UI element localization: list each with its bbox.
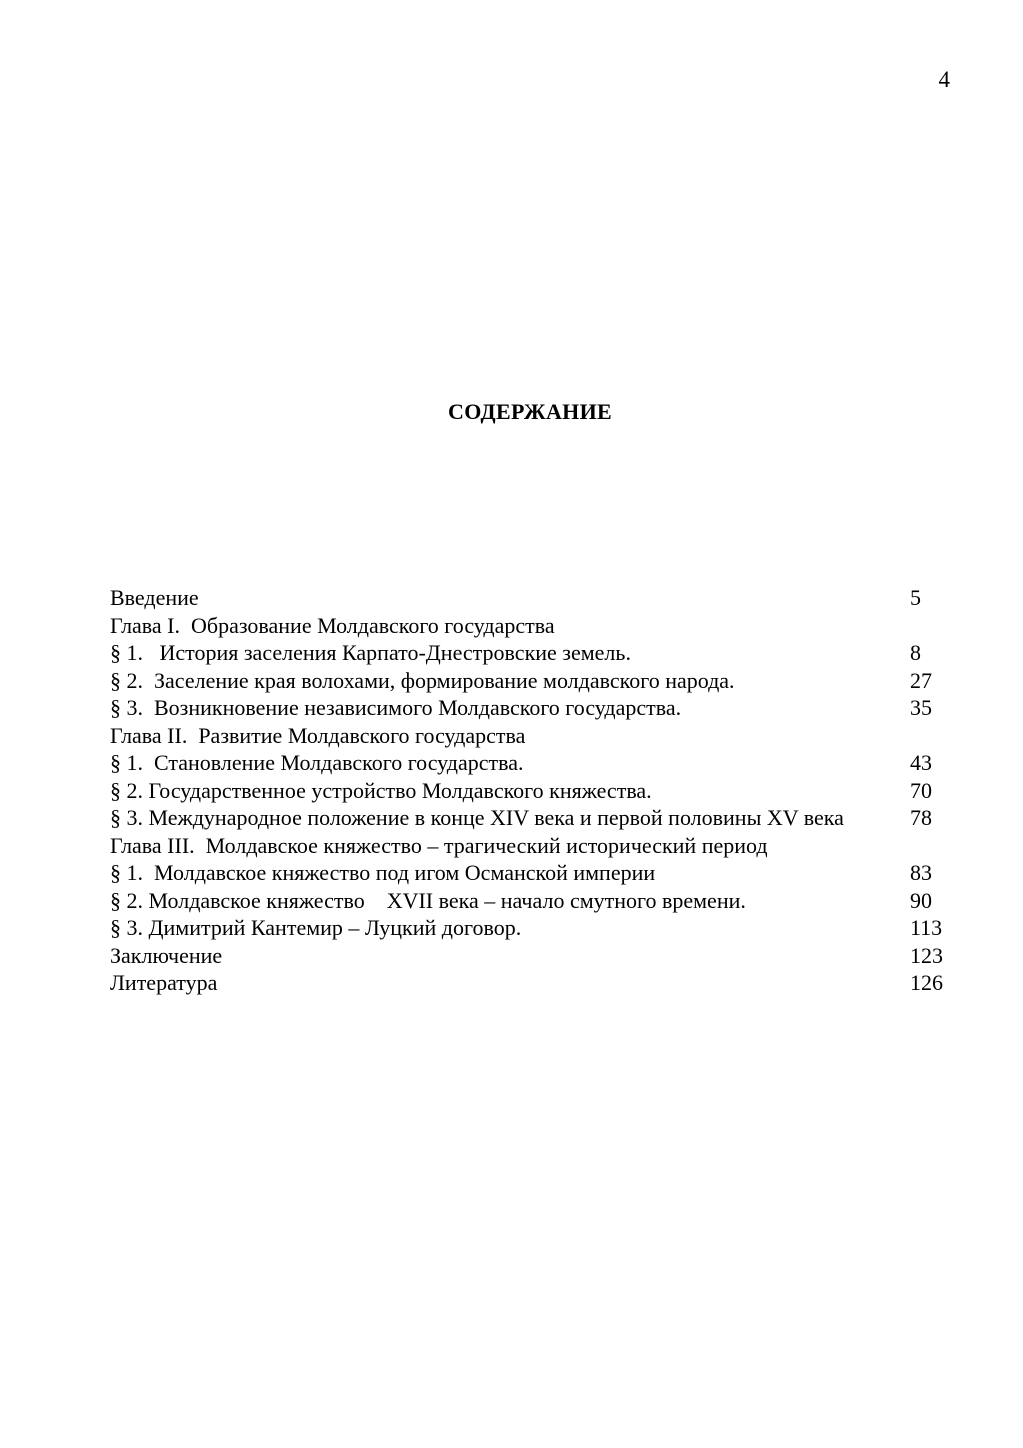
toc-chapter xyxy=(110,612,950,640)
toc-entry-page: 78 xyxy=(910,805,932,830)
toc-entry-page: 70 xyxy=(910,777,932,803)
toc-entry-title: § 1. История заселения Карпато-Днестровские земель. xyxy=(110,640,631,665)
page-number: 4 xyxy=(938,67,950,92)
toc-entry-title: Литература xyxy=(110,970,218,995)
toc-entry-title: Введение xyxy=(110,585,199,610)
toc-entry-title: § 3. Международное положение в конце XIV века и первой половины XV века xyxy=(110,805,844,830)
toc-entry-title: § 3. Возникновение независимого Молдавского государства. xyxy=(110,695,682,720)
toc-entry xyxy=(110,667,950,695)
toc-entry xyxy=(110,749,950,777)
toc-entry-page: 113 xyxy=(910,915,943,940)
page-title: СОДЕРЖАНИЕ xyxy=(448,399,612,424)
toc-entry xyxy=(110,914,950,942)
toc-entry-title: Глава II. Развитие Молдавского государства xyxy=(110,722,526,748)
toc-entry xyxy=(110,969,950,997)
toc-entry xyxy=(110,859,950,887)
toc-entry-title: § 2. Заселение края волохами, формирование молдавского народа. xyxy=(110,667,735,693)
toc-entry-page: 35 xyxy=(910,695,932,720)
toc-entry-page: 90 xyxy=(910,887,932,913)
toc-entry xyxy=(110,942,950,970)
toc-entry-title: § 3. Димитрий Кантемир – Луцкий договор. xyxy=(110,915,522,940)
toc-entry-title: § 1. Становление Молдавского государства. xyxy=(110,750,524,775)
toc-entry-title: § 2. Государственное устройство Молдавского княжества. xyxy=(110,777,652,803)
toc-entry-page: 8 xyxy=(910,640,921,665)
toc-entry xyxy=(110,777,950,805)
toc-entry xyxy=(110,804,950,832)
toc-entry-page: 43 xyxy=(910,750,932,775)
toc-entry-title: Глава I. Образование Молдавского государства xyxy=(110,612,555,638)
toc-entry-title: § 2. Молдавское княжество XVII века – начало смутного времени. xyxy=(110,887,746,913)
toc-entry-page: 5 xyxy=(910,585,921,610)
table-of-contents xyxy=(110,584,950,997)
toc-entry-page: 27 xyxy=(910,667,932,693)
toc-entry xyxy=(110,887,950,915)
toc-entry xyxy=(110,694,950,722)
toc-entry-title: § 1. Молдавское княжество под игом Османской империи xyxy=(110,860,656,885)
toc-entry xyxy=(110,639,950,667)
toc-entry-title: Заключение xyxy=(110,942,223,968)
toc-entry-title: Глава III. Молдавское княжество – трагический исторический период xyxy=(110,832,768,858)
toc-chapter xyxy=(110,832,950,860)
toc-entry-page: 123 xyxy=(910,942,943,968)
toc-entry xyxy=(110,584,950,612)
toc-entry-page: 126 xyxy=(910,970,943,995)
toc-chapter xyxy=(110,722,950,750)
toc-entry-page: 83 xyxy=(910,860,932,885)
